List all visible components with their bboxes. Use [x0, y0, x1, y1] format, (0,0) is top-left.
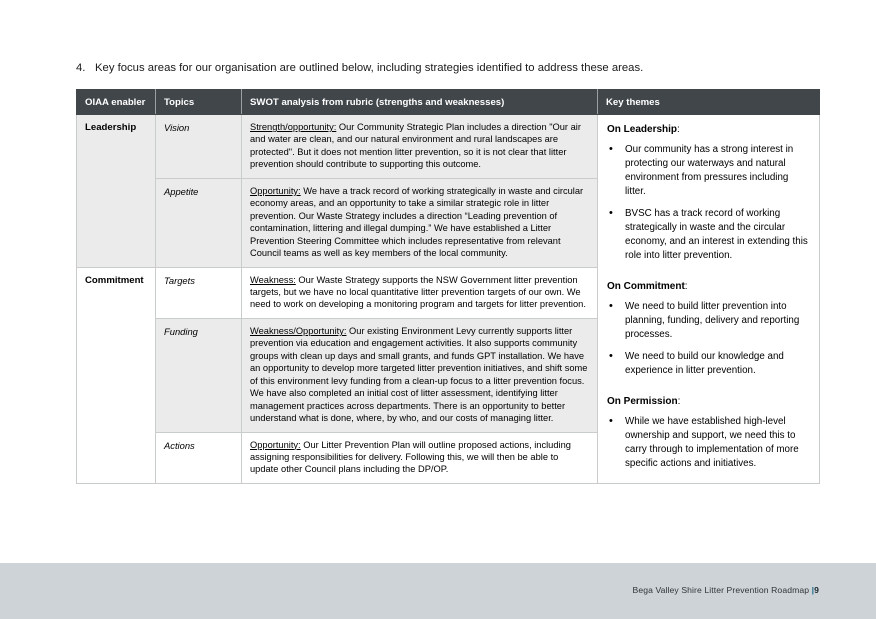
theme-heading-permission-text: On Permission [607, 395, 678, 407]
theme-heading-permission-colon: : [677, 395, 681, 407]
list-item: • We need to build our knowledge and experience in litter prevention. [623, 350, 809, 378]
topic-cell-actions: Actions [156, 432, 242, 483]
key-themes-cell [598, 115, 820, 484]
column-header-themes: Key themes [598, 90, 820, 115]
list-item: • BVSC has a track record of working strategically in waste and the circular economy, and an interest in extending this role into litter prevention. [623, 207, 809, 263]
footer-separator: | [811, 585, 815, 595]
enabler-cell-leadership: Leadership [77, 115, 156, 268]
footer-document-title: Bega Valley Shire Litter Prevention Roadmap [632, 585, 810, 595]
list-item: • We need to build litter prevention into planning, funding, delivery and reporting processes. [623, 300, 809, 342]
list-item: • Our community has a strong interest in protecting our waterways and natural environment from pressures including litter. [623, 143, 809, 199]
table-header-row [77, 90, 820, 115]
swot-body: Our Community Strategic Plan includes a direction "Our air and water are clean, and our natural environment and rural landscapes are protected". But it does not mention litter prevention, so it is not clear that litter prevention should contribute to supporting this outcome. [250, 122, 581, 170]
theme-heading-leadership-colon: : [677, 124, 680, 135]
theme-bullets-commitment [607, 300, 809, 378]
theme-heading-commitment-colon: : [684, 280, 688, 292]
list-item: • While we have established high-level ownership and support, we need this to carry through to implementation of more specific actions and initiatives. [623, 415, 809, 471]
swot-body: Our existing Environment Levy currently supports litter prevention via education and engagement activities. It also supports community groups with clean up days and small grants, and funds GPT installation. We have an opportunity to develop more targeted litter prevention initiatives, and shift some of this environment levy funding from a clean-up focus to a litter prevention focus. We have also completed an initial cost of litter assessment, identifying litter management practices across departments. There is an opportunity to better understand what is done, where, by who, and our costs of managing litter. [250, 325, 588, 424]
topic-cell-funding: Funding [156, 318, 242, 432]
swot-cell-appetite [242, 178, 598, 267]
column-header-enabler: OIAA enabler [77, 90, 156, 115]
theme-heading-permission [607, 395, 809, 408]
swot-lead-in: Opportunity: [250, 439, 301, 450]
column-header-swot: SWOT analysis from rubric (strengths and weaknesses) [242, 90, 598, 115]
theme-heading-leadership [607, 123, 809, 136]
swot-body: Our Waste Strategy supports the NSW Government litter prevention targets, but we have no local quantitative litter prevention targets of our own. We need to work on developing a monitoring program and targets for litter prevention. [250, 274, 586, 310]
theme-bullets-permission [607, 415, 809, 471]
swot-body: Our Litter Prevention Plan will outline proposed actions, including assigning responsibilities for delivery. Following this, we will then be able to update other Council plans including the DP/OP. [250, 439, 571, 475]
theme-heading-commitment [607, 280, 809, 293]
intro-paragraph [76, 61, 836, 76]
swot-cell-funding [242, 318, 598, 432]
theme-bullets-leadership [607, 143, 809, 262]
swot-lead-in: Strength/opportunity: [250, 122, 337, 132]
swot-cell-vision [242, 115, 598, 179]
swot-lead-in: Weakness: [250, 274, 296, 285]
column-header-topics: Topics [156, 90, 242, 115]
swot-cell-actions [242, 432, 598, 483]
topic-cell-appetite: Appetite [156, 178, 242, 267]
swot-analysis-table [76, 89, 820, 484]
theme-heading-leadership-text: On Leadership [607, 124, 678, 135]
enabler-cell-commitment: Commitment [77, 267, 156, 483]
topic-cell-targets: Targets [156, 267, 242, 318]
swot-lead-in: Weakness/Opportunity: [250, 325, 347, 336]
theme-heading-commitment-text: On Commitment [607, 280, 685, 292]
footer-page-number: 9 [814, 585, 819, 595]
intro-number: 4. [76, 62, 86, 74]
intro-text: Key focus areas for our organisation are outlined below, including strategies identified to address these areas. [95, 62, 644, 74]
swot-cell-targets [242, 267, 598, 318]
swot-body: We have a track record of working strategically in waste and circular economy areas, and an opportunity to take a similar strategic role in litter prevention. Our Waste Strategy includes a direction “Leading prevention of contamination, littering and illegal dumping.” We have established a Litter Prevention Steering Committee which includes representative from relevant Council teams as well as key members of the local community. [250, 185, 584, 259]
topic-cell-vision: Vision [156, 115, 242, 179]
swot-lead-in: Opportunity: [250, 185, 301, 196]
table-row [77, 115, 820, 179]
footer [633, 585, 820, 595]
